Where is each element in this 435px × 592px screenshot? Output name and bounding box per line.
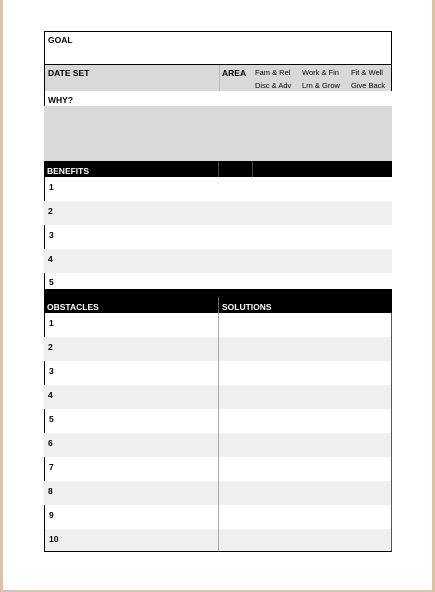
- obstacles-solutions-header: [44, 297, 392, 313]
- benefit-row[interactable]: [44, 225, 392, 249]
- why-label-row: [44, 91, 392, 106]
- why-field[interactable]: [44, 106, 392, 161]
- table-bottom-border: [44, 551, 392, 552]
- benefit-row[interactable]: [44, 249, 392, 273]
- benefit-row[interactable]: [44, 273, 392, 289]
- goal-label: GOAL: [48, 35, 73, 45]
- benefits-header-label: BENEFITS: [47, 166, 90, 176]
- obstacle-row-number: 10: [49, 534, 59, 544]
- goal-box[interactable]: [44, 31, 392, 65]
- benefit-row-number: 3: [49, 230, 54, 240]
- obstacles-header-label: OBSTACLES: [47, 302, 99, 312]
- benefit-row-number: 2: [48, 206, 53, 216]
- area-label-cell: [219, 65, 253, 91]
- date-set-label: DATE SET: [48, 68, 90, 78]
- date-set-cell[interactable]: [44, 65, 219, 91]
- area-option-work-fin[interactable]: Work & Fin: [302, 68, 339, 77]
- benefits-header: [44, 161, 392, 177]
- obstacle-row-number: 6: [48, 438, 53, 448]
- benefits-header-divider: [252, 161, 253, 177]
- obstacle-row-number: 1: [49, 318, 54, 328]
- page-frame-left: [0, 0, 3, 592]
- table-right-border: [391, 313, 392, 551]
- benefits-header-divider: [218, 161, 219, 177]
- benefit-row[interactable]: [44, 201, 392, 225]
- why-label: WHY?: [48, 95, 74, 105]
- obstacle-row-number: 7: [49, 462, 54, 472]
- area-option-fam-rel[interactable]: Fam & Rel: [255, 68, 291, 77]
- area-option-fit-well[interactable]: Fit & Well: [351, 68, 383, 77]
- obstacle-row-number: 3: [49, 366, 54, 376]
- header-column-divider: [218, 297, 219, 313]
- benefit-row-number: 1: [49, 182, 54, 192]
- obstacle-row-number: 5: [49, 414, 54, 424]
- obstacle-row-number: 9: [49, 510, 54, 520]
- benefit-row-number: 4: [48, 254, 53, 264]
- solutions-column-divider: [218, 313, 219, 551]
- area-label: AREA: [222, 68, 247, 78]
- benefit-row-number: 5: [49, 277, 54, 287]
- area-option-give-back[interactable]: Give Back: [351, 81, 386, 90]
- obstacle-row-number: 4: [48, 390, 53, 400]
- area-option-lrn-grow[interactable]: Lrn & Grow: [302, 81, 340, 90]
- obstacle-row-number: 8: [48, 486, 53, 496]
- obstacle-row-number: 2: [48, 342, 53, 352]
- solutions-header-label: SOLUTIONS: [222, 302, 272, 312]
- benefit-row[interactable]: [44, 177, 392, 201]
- area-options: [253, 65, 392, 91]
- section-separator: [44, 289, 392, 297]
- area-option-disc-adv[interactable]: Disc & Adv: [255, 81, 292, 90]
